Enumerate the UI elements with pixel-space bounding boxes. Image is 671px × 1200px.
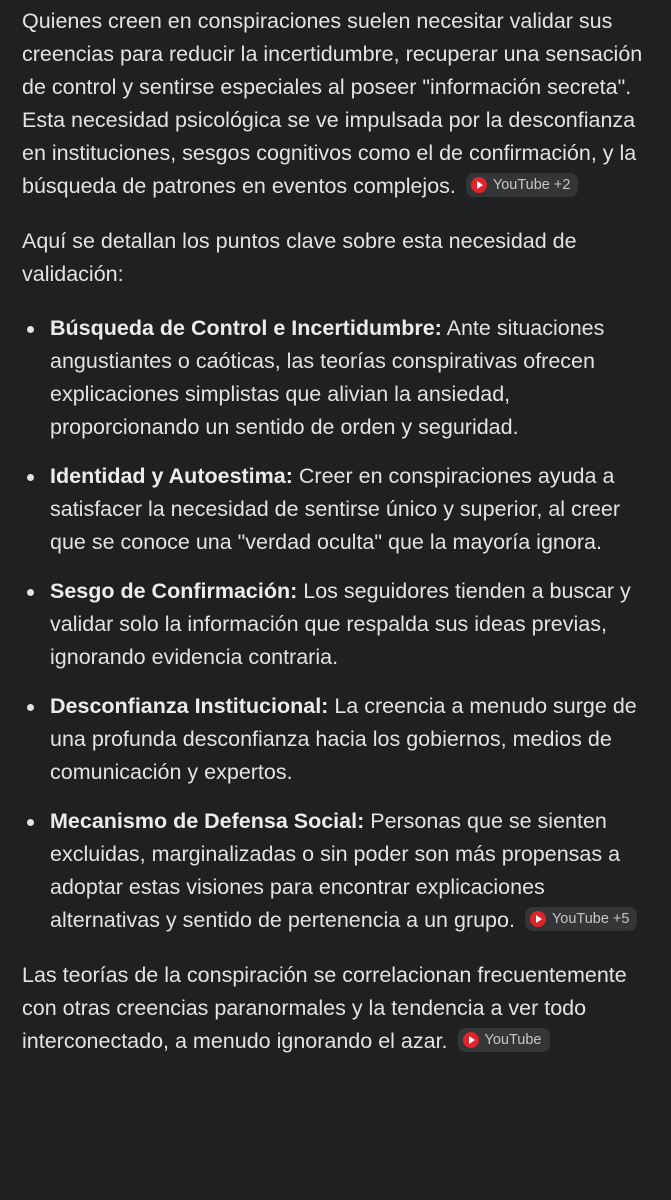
list-item (22, 312, 651, 444)
youtube-icon (463, 1032, 479, 1048)
list-item (22, 575, 651, 674)
bullet-dot (27, 326, 34, 333)
point-title: Desconfianza Institucional: (50, 694, 329, 718)
point-text: Los seguidores tienden a buscar y validar solo la información que respalda sus ideas previas, ignorando evidencia contraria. (50, 579, 631, 669)
list-item (22, 460, 651, 559)
list-item (22, 690, 651, 789)
source-chip-label: YouTube (551, 911, 609, 928)
key-points-list (22, 312, 651, 937)
source-chip-count: +5 (612, 911, 630, 928)
point-text: Personas que se sienten excluidas, marginalizadas o sin poder son más propensas a adoptar estas visiones para encontrar explicaciones alternativas y sentido de pertenencia a un grupo. (50, 809, 621, 932)
point-title: Búsqueda de Control e Incertidumbre: (50, 316, 442, 340)
point-text: Creer en conspiraciones ayuda a satisfacer la necesidad de sentirse único y superior, al creer que se conoce una "verdad oculta" que la mayoría ignora. (50, 464, 621, 554)
youtube-icon (530, 911, 546, 927)
source-chip-youtube[interactable] (458, 1028, 550, 1052)
point-text: La creencia a menudo surge de una profunda desconfianza hacia los gobiernos, medios de comunicación y expertos. (50, 694, 637, 784)
bullet-dot (27, 474, 34, 481)
youtube-icon (471, 177, 487, 193)
outro-text: Las teorías de la conspiración se correlacionan frecuentemente con otras creencias paranormales y la tendencia a ver todo interconectado, a menudo ignorando el azar. (22, 963, 627, 1053)
bullet-dot (27, 819, 34, 826)
source-chip-youtube[interactable] (466, 173, 579, 197)
bullet-dot (27, 589, 34, 596)
list-item (22, 805, 651, 937)
bullet-dot (27, 704, 34, 711)
point-title: Identidad y Autoestima: (50, 464, 293, 488)
point-title: Mecanismo de Defensa Social: (50, 809, 365, 833)
outro-paragraph (22, 959, 651, 1058)
source-chip-label: YouTube (492, 177, 550, 194)
source-chip-label: YouTube (484, 1032, 542, 1049)
source-chip-count: +2 (553, 177, 571, 194)
intro-paragraph (22, 0, 651, 203)
intro-text: Quienes creen en conspiraciones suelen necesitar validar sus creencias para reducir la incertidumbre, recuperar una sensación de control y sentirse especiales al poseer "información secreta". Esta necesidad psicológica se ve impulsada por la desconfianza en instituciones, sesgos cognitivos como el de confirmación, y la búsqueda de patrones en eventos complejos. (22, 9, 643, 198)
point-title: Sesgo de Confirmación: (50, 579, 298, 603)
point-text: Ante situaciones angustiantes o caóticas, las teorías conspirativas ofrecen explicaciones simplistas que alivian la ansiedad, proporcionando un sentido de orden y seguridad. (50, 316, 605, 439)
source-chip-youtube[interactable] (525, 907, 638, 931)
lead-paragraph: Aquí se detallan los puntos clave sobre esta necesidad de validación: (22, 229, 577, 286)
